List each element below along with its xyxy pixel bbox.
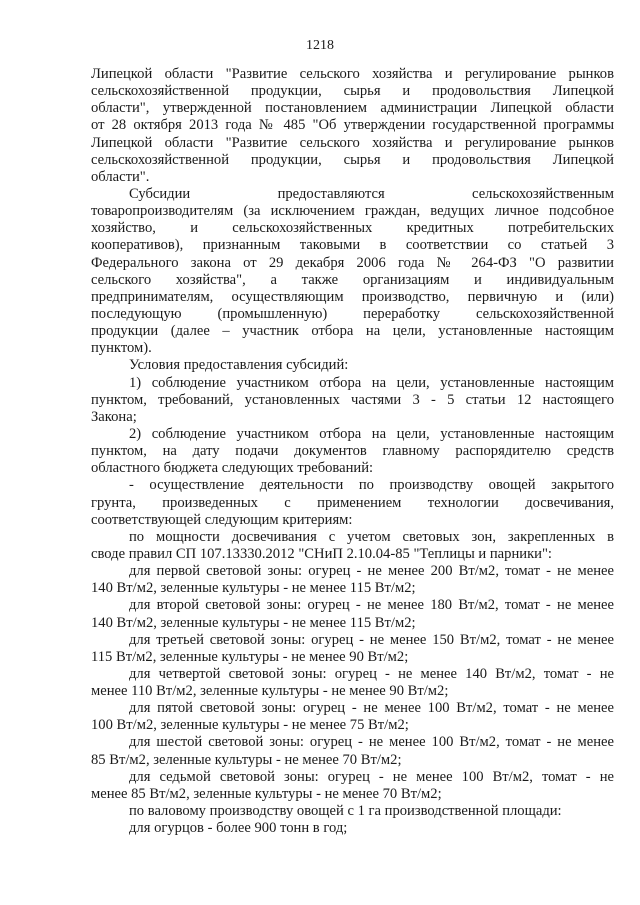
text-line: 140 Вт/м2, зеленные культуры - не менее 115 Вт/м2; [91, 614, 416, 631]
text-line: по валовому производству овощей с 1 га производственной площади: [129, 803, 562, 820]
text-line: 140 Вт/м2, зеленные культуры - не менее 115 Вт/м2; [91, 580, 416, 597]
text-line: для четвертой световой зоны: огурец - не менее 140 Вт/м2, томат - не [129, 665, 614, 682]
document-body [91, 66, 614, 837]
text-line: 85 Вт/м2, зеленные культуры - не менее 70 Вт/м2; [91, 751, 402, 768]
text-line: менее 110 Вт/м2, зеленные культуры - не менее 90 Вт/м2; [91, 683, 449, 700]
text-line: хозяйство, и сельскохозяйственных кредитных потребительских [91, 220, 614, 237]
text-line: своде правил СП 107.13330.2012 "СНиП 2.10.04-85 "Теплицы и парники": [91, 545, 552, 562]
text-line: 2) соблюдение участником отбора на цели, установленные настоящим [129, 425, 614, 442]
text-line: от 28 октября 2013 года № 485 "Об утверждении государственной программы [91, 117, 614, 134]
text-line: 1) соблюдение участником отбора на цели, установленные настоящим [129, 374, 614, 391]
text-line: пунктом). [91, 340, 152, 357]
text-line: пунктом, на дату подачи документов главному распорядителю средств [91, 443, 614, 460]
text-line: Липецкой области "Развитие сельского хозяйства и регулирование рынков [91, 66, 614, 82]
text-line: сельского хозяйства", а также организациям и индивидуальным [91, 271, 614, 288]
text-line: Закона; [91, 408, 137, 425]
text-line: грунта, произведенных с применением технологии досвечивания, [91, 494, 614, 511]
text-line: соответствующей следующим критериям: [91, 511, 353, 528]
text-line: сельскохозяйственной продукции, сырья и продовольствия Липецкой [91, 83, 614, 100]
text-line: Липецкой области "Развитие сельского хозяйства и регулирование рынков [91, 134, 614, 151]
text-line: для третьей световой зоны: огурец - не менее 150 Вт/м2, томат - не менее [129, 631, 614, 648]
text-line: области", утвержденной постановлением администрации Липецкой области [91, 100, 614, 117]
text-line: для пятой световой зоны: огурец - не менее 100 Вт/м2, томат - не менее [129, 700, 614, 717]
text-line: продукции (далее – участник отбора на цели, установленные настоящим [91, 323, 614, 340]
text-line: для первой световой зоны: огурец - не менее 200 Вт/м2, томат - не менее [129, 563, 614, 580]
text-line: товаропроизводителям (за исключением граждан, ведущих личное подсобное [91, 203, 614, 220]
text-line: менее 85 Вт/м2, зеленные культуры - не менее 70 Вт/м2; [91, 785, 442, 802]
text-line: областного бюджета следующих требований: [91, 460, 374, 477]
text-line: предпринимателям, осуществляющим производство, первичную и (или) [91, 288, 614, 305]
text-line: пунктом, требований, установленных частями 3 - 5 статьи 12 настоящего [91, 391, 614, 408]
text-line: 115 Вт/м2, зеленные культуры - не менее 90 Вт/м2; [91, 648, 409, 665]
text-line: - осуществление деятельности по производству овощей закрытого [129, 477, 614, 494]
text-line: для седьмой световой зоны: огурец - не менее 100 Вт/м2, томат - не [129, 768, 614, 785]
text-line: для шестой световой зоны: огурец - не менее 100 Вт/м2, томат - не менее [129, 734, 614, 751]
text-line: 100 Вт/м2, зеленные культуры - не менее 75 Вт/м2; [91, 717, 409, 734]
text-line: последующую (промышленную) переработку сельскохозяйственной [91, 305, 614, 322]
text-line: области". [91, 168, 150, 185]
text-line: Субсидии предоставляются сельскохозяйственным [129, 185, 614, 202]
text-line: Федерального закона от 29 декабря 2006 года № 264-ФЗ "О развитии [91, 254, 614, 271]
text-line: кооперативов), признанным таковыми в соответствии со статьей 3 [91, 237, 614, 254]
text-line: сельскохозяйственной продукции, сырья и продовольствия Липецкой [91, 151, 614, 168]
text-line: для огурцов - более 900 тонн в год; [129, 820, 348, 837]
text-line: для второй световой зоны: огурец - не менее 180 Вт/м2, томат - не менее [129, 597, 614, 614]
text-line: по мощности досвечивания с учетом световых зон, закрепленных в [129, 528, 614, 545]
page-number: 1218 [306, 38, 334, 53]
text-line: Условия предоставления субсидий: [129, 357, 349, 374]
